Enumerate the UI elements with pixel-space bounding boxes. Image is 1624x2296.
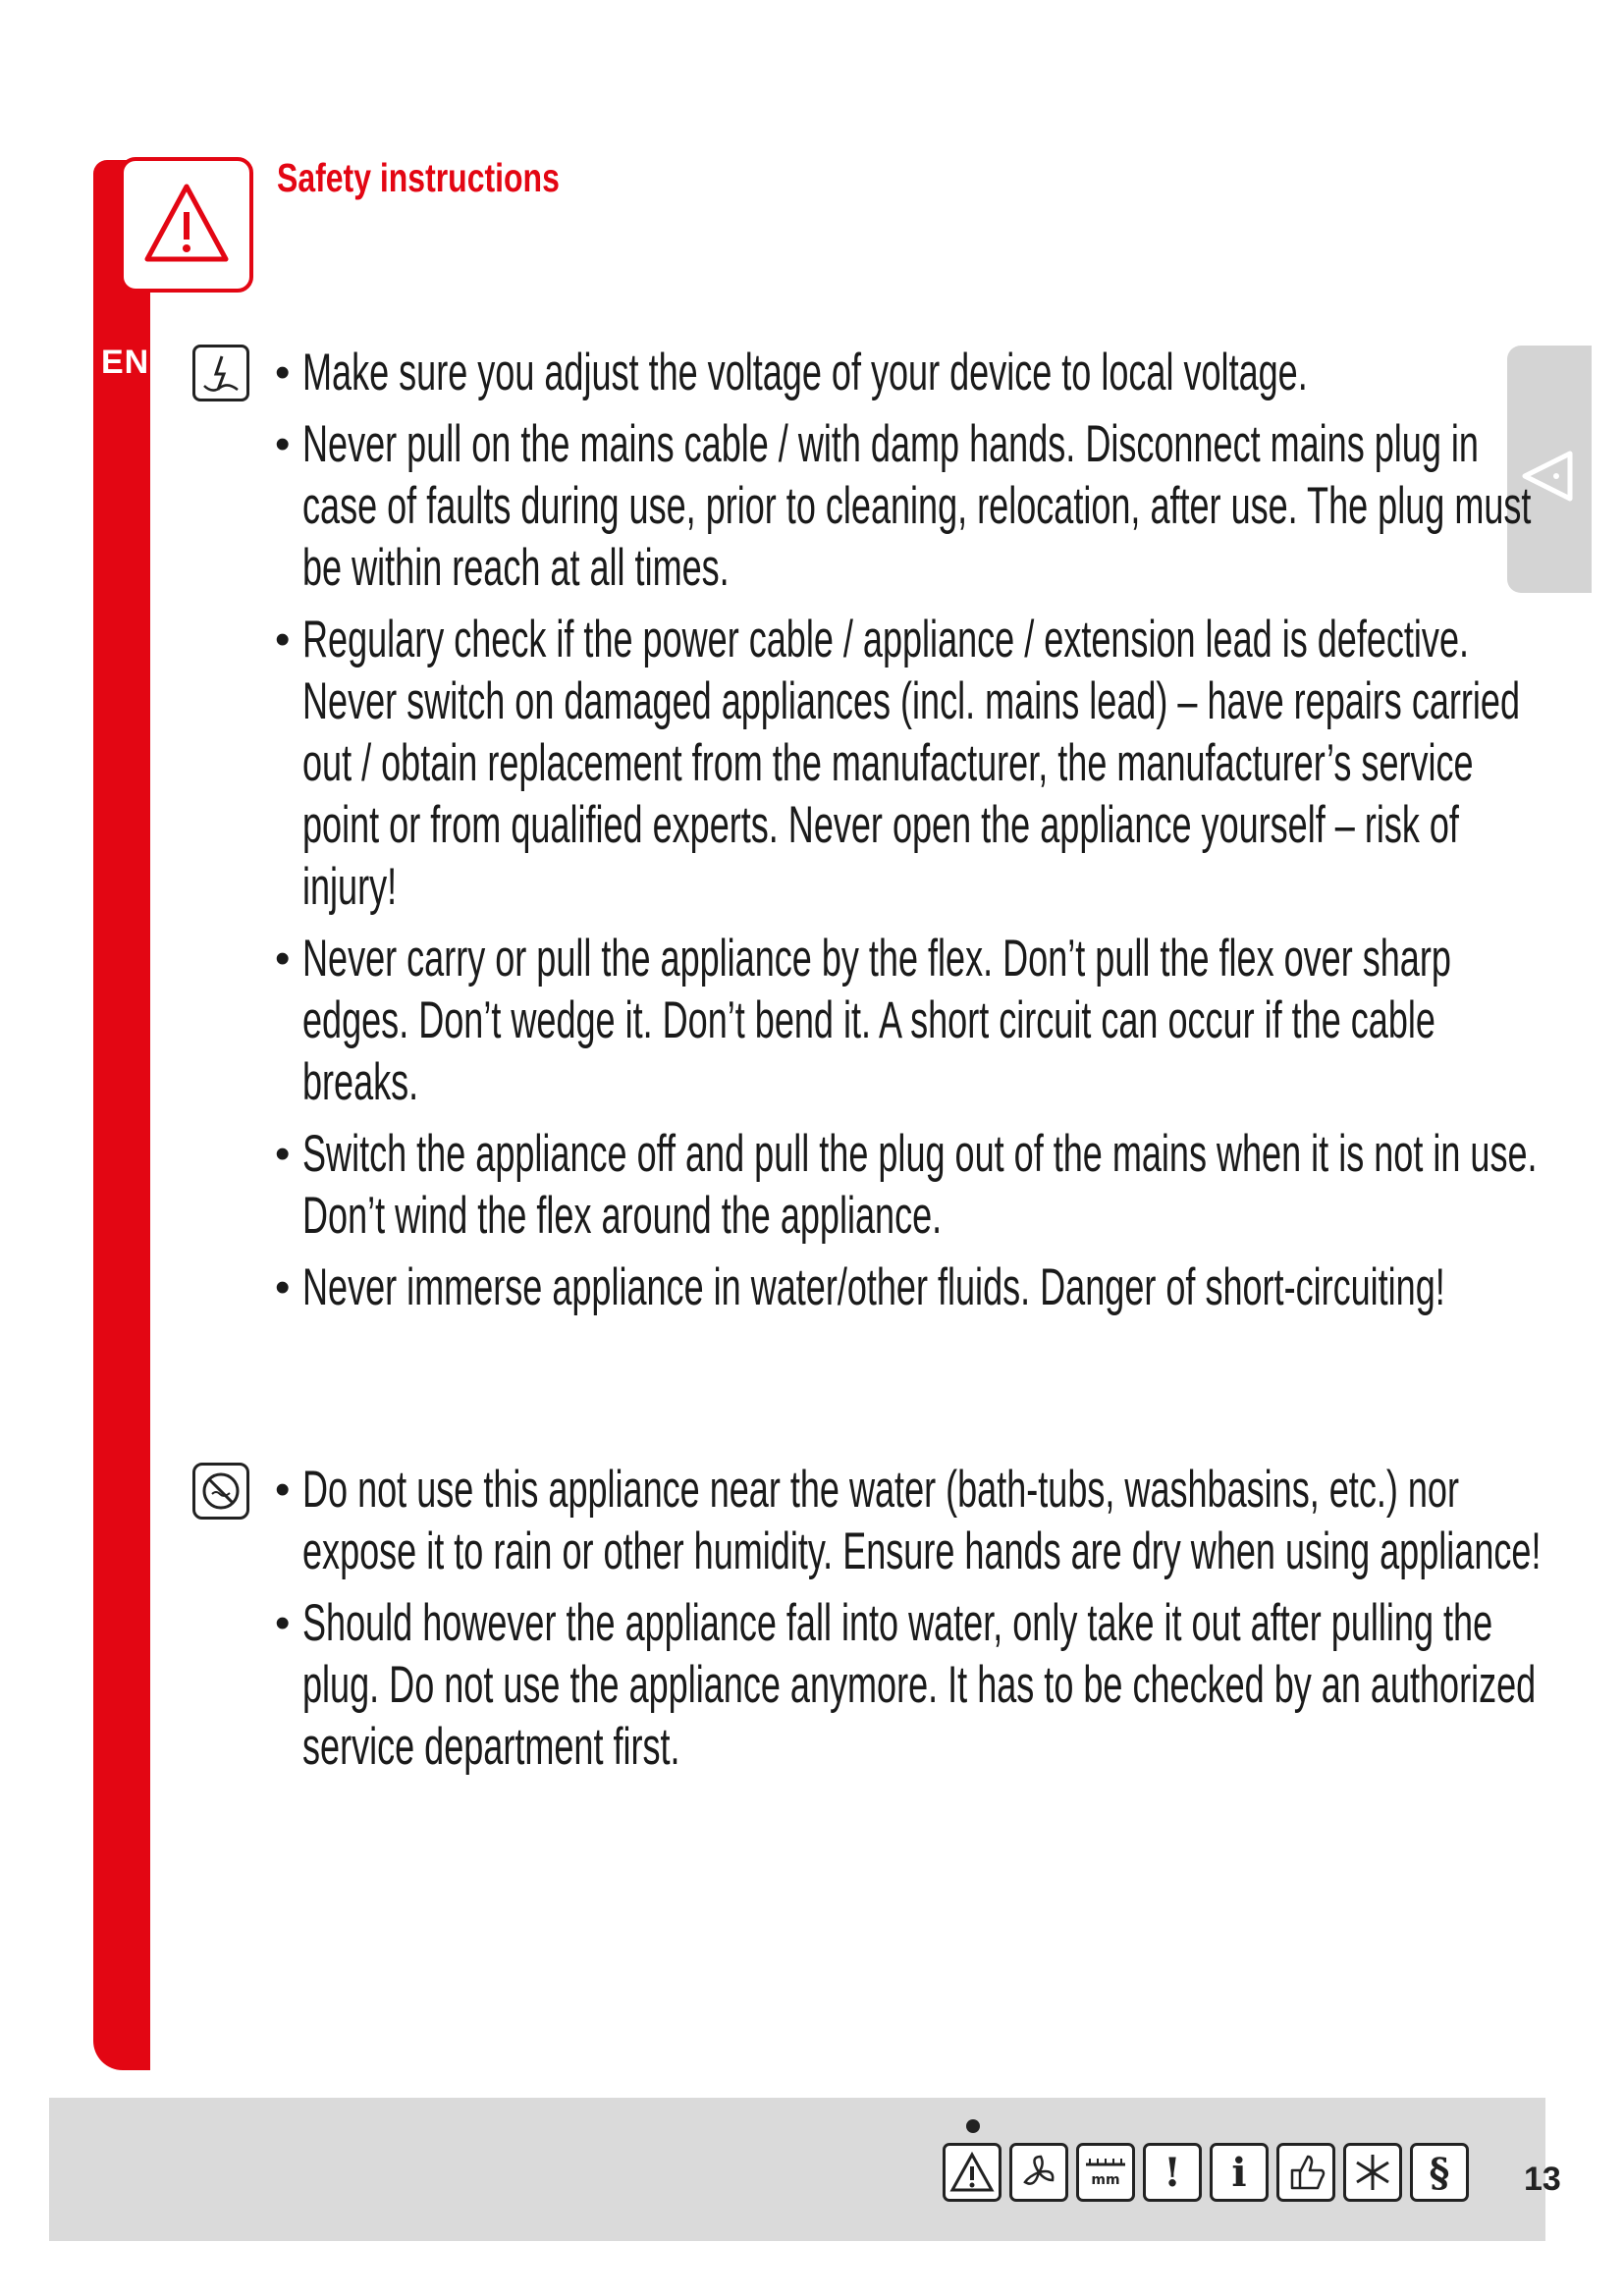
warning-box: [120, 157, 253, 293]
list-item: • Never carry or pull the appliance by the flex. Don’t pull the flex over sharp edges. Don’t wedge it. Don’t bend it. A short circuit can occur if the cable breaks.: [275, 928, 1542, 1113]
active-indicator-dot: [966, 2119, 980, 2133]
bullet-list-water: [275, 1459, 1542, 1788]
warning-icon[interactable]: [943, 2143, 1001, 2202]
section-title: Safety instructions: [277, 155, 560, 200]
list-item: • Switch the appliance off and pull the plug out of the mains when it is not in use. Don’t wind the flex around the appliance.: [275, 1123, 1542, 1247]
bullet-list-electrical: [275, 342, 1542, 1328]
exclamation-icon[interactable]: [1143, 2143, 1202, 2202]
list-item: • Never pull on the mains cable / with damp hands. Disconnect mains plug in case of faults during use, prior to cleaning, relocation, after use. The plug must be within reach at all times.: [275, 413, 1542, 599]
sidebar-red-bar: [93, 160, 150, 2070]
info-icon[interactable]: [1210, 2143, 1269, 2202]
list-item: • Do not use this appliance near the water (bath-tubs, washbasins, etc.) nor expose it to rain or other humidity. Ensure hands are dry when using appliance!: [275, 1459, 1542, 1582]
snowflake-icon[interactable]: [1343, 2143, 1402, 2202]
plug-voltage-icon: [192, 345, 249, 401]
ruler-label: mm: [1091, 2172, 1120, 2188]
no-water-icon: [192, 1463, 249, 1520]
fan-icon[interactable]: [1009, 2143, 1068, 2202]
thumbs-up-icon[interactable]: [1276, 2143, 1335, 2202]
list-item: • Regulary check if the power cable / appliance / extension lead is defective. Never switch on damaged appliances (incl. mains lead) – have repairs carried out / obtain replacement from the manufacturer, the manufacturer’s service point or from qualified experts. Never open the appliance yourself – risk of injury!: [275, 609, 1542, 918]
page-number: 13: [1524, 2161, 1561, 2198]
ruler-icon[interactable]: [1076, 2143, 1135, 2202]
paragraph-glyph: §: [1429, 2149, 1450, 2196]
language-label: EN: [101, 344, 150, 381]
warning-triangle-icon: [137, 175, 236, 273]
list-item: • Should however the appliance fall into water, only take it out after pulling the plug. Do not use the appliance anymore. It has to be checked by an authorized service department first.: [275, 1592, 1542, 1778]
footer-icon-nav: [943, 2143, 1469, 2202]
exclamation-glyph: !: [1164, 2149, 1181, 2196]
paragraph-icon[interactable]: [1410, 2143, 1469, 2202]
list-item: • Make sure you adjust the voltage of your device to local voltage.: [275, 342, 1542, 403]
list-item: • Never immerse appliance in water/other fluids. Danger of short-circuiting!: [275, 1256, 1542, 1318]
info-glyph: i: [1231, 2149, 1247, 2196]
footer-bar: [49, 2098, 1561, 2241]
